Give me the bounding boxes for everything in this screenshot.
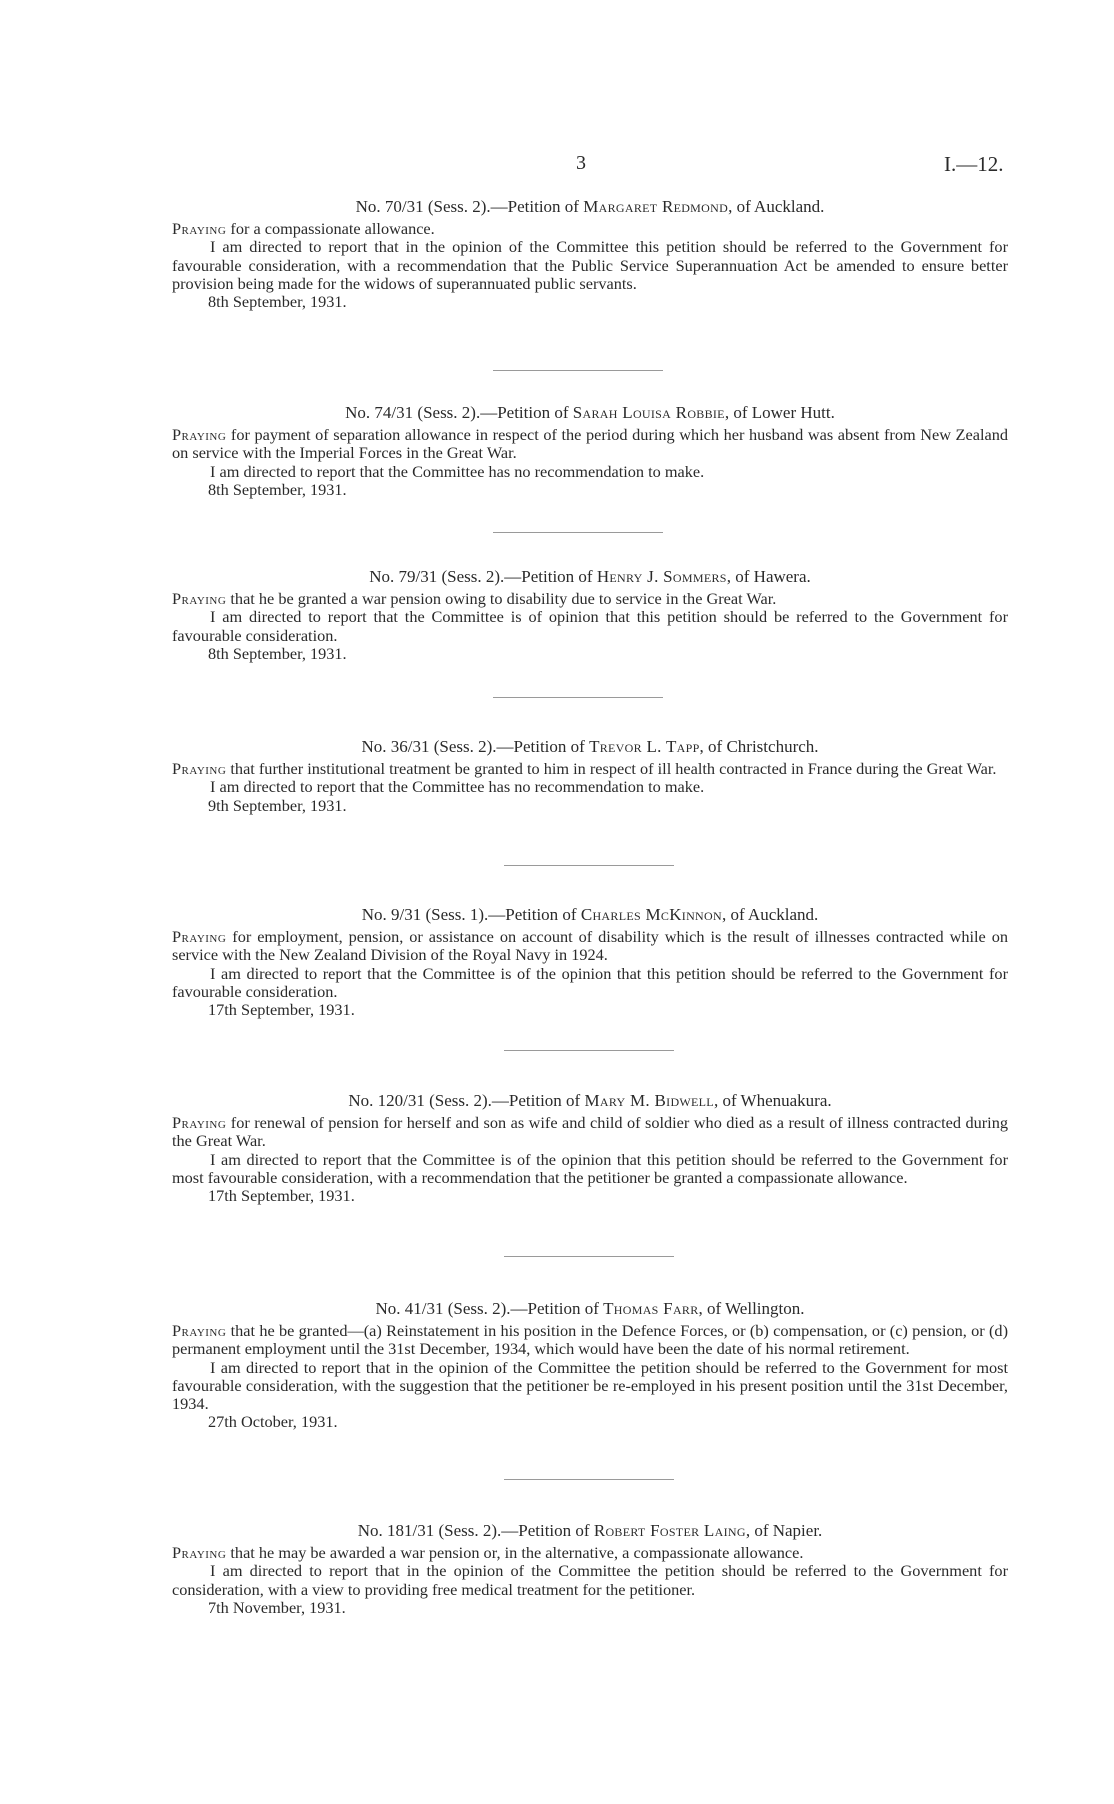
praying-word: Praying [172, 425, 227, 445]
praying-word: Praying [172, 759, 227, 779]
praying-text: that he be granted a war pension owing to disability due to service in the Great War. [226, 589, 777, 609]
report-date: 9th September, 1931. [208, 795, 347, 815]
petitioner-name: Charles McKinnon [580, 905, 722, 924]
petition-number: No. 70/31 (Sess. 2).—Petition of [355, 197, 579, 216]
petition-number: No. 74/31 (Sess. 2).—Petition of [345, 403, 569, 422]
petitioner-place: , of Auckland. [728, 197, 825, 216]
petitioner-name: Henry J. Sommers [596, 567, 727, 586]
petition-number: No. 181/31 (Sess. 2).—Petition of [357, 1521, 590, 1540]
praying-text: that he may be awarded a war pension or, in the alternative, a compassionate allowance. [226, 1543, 804, 1563]
report-paragraph: I am directed to report that in the opinion of the Committee the petition should be referred to the Government for most favourable consideration, with the suggestion that the petitioner be re-employed in his present position until the 31st December, 1934. [172, 1357, 1008, 1414]
report-paragraph: I am directed to report that the Committee is of the opinion that this petition should be referred to the Government for favourable consideration. [172, 963, 1008, 1001]
petitioner-name: Mary M. Bidwell [584, 1091, 714, 1110]
petition-heading [172, 568, 1008, 586]
praying-word: Praying [172, 219, 227, 239]
separator-rule [504, 1050, 674, 1051]
praying-paragraph [172, 426, 1008, 462]
petition-block [172, 1522, 1008, 1617]
separator-rule [504, 1256, 674, 1257]
praying-text: for renewal of pension for herself and son as wife and child of soldier who died as a result of illness contracted during the Great War. [172, 1113, 1008, 1151]
praying-word: Praying [172, 1113, 227, 1133]
petition-heading [172, 404, 1008, 422]
report-paragraph: I am directed to report that the Committee is of the opinion that this petition should be referred to the Government for most favourable consideration, with a recommendation that the petitioner be granted a compassionate allowance. [172, 1149, 1008, 1187]
petitioner-place: , of Wellington. [698, 1299, 805, 1318]
petition-heading [172, 1522, 1008, 1540]
praying-word: Praying [172, 927, 227, 947]
report-date: 7th November, 1931. [208, 1597, 346, 1617]
praying-paragraph [172, 220, 1008, 238]
petition-number: No. 36/31 (Sess. 2).—Petition of [361, 737, 585, 756]
praying-text: that he be granted—(a) Reinstatement in his position in the Defence Forces, or (b) compensation, or (c) pension, or (d) permanent employment until the 31st December, 1934, which would have been the date of his normal retirement. [172, 1321, 1008, 1359]
page-number: 3 [576, 152, 586, 174]
petitioner-name: Sarah Louisa Robbie [572, 403, 725, 422]
petitioner-place: , of Whenuakura. [713, 1091, 832, 1110]
praying-paragraph [172, 1322, 1008, 1358]
report-paragraph: I am directed to report that the Committee has no recommendation to make. [210, 461, 705, 481]
separator-rule [493, 697, 663, 698]
petition-heading [172, 1092, 1008, 1110]
petitioner-name: Thomas Farr [603, 1299, 699, 1318]
petition-block [172, 568, 1008, 663]
separator-rule [504, 1479, 674, 1480]
praying-paragraph [172, 760, 1008, 778]
report-date: 8th September, 1931. [208, 479, 347, 499]
page-reference: I.—12. [944, 152, 1004, 176]
petition-block [172, 738, 1008, 815]
petition-block [172, 1300, 1008, 1431]
praying-paragraph [172, 1544, 1008, 1562]
report-date: 17th September, 1931. [208, 1186, 355, 1206]
petition-number: No. 120/31 (Sess. 2).—Petition of [348, 1091, 581, 1110]
praying-text: for employment, pension, or assistance on account of disability which is the result of illnesses contracted while on service with the New Zealand Division of the Royal Navy in 1924. [172, 927, 1008, 965]
petition-block [172, 404, 1008, 499]
petitioner-place: , of Napier. [745, 1521, 823, 1540]
separator-rule [493, 370, 663, 371]
praying-text: for a compassionate allowance. [226, 219, 435, 239]
praying-text: that further institutional treatment be granted to him in respect of ill health contracted in France during the Great War. [226, 759, 997, 779]
petition-block [172, 906, 1008, 1019]
petition-heading [172, 1300, 1008, 1318]
praying-paragraph [172, 928, 1008, 964]
praying-paragraph [172, 590, 1008, 608]
praying-paragraph [172, 1114, 1008, 1150]
praying-word: Praying [172, 589, 227, 609]
report-paragraph: I am directed to report that in the opinion of the Committee this petition should be referred to the Government for favourable consideration, with a recommendation that the Public Service Superannuation Act be amended to ensure better provision being made for the widows of superannuated public servants. [172, 237, 1008, 293]
petitioner-name: Robert Foster Laing [593, 1521, 746, 1540]
separator-rule [493, 532, 663, 533]
petition-heading [172, 738, 1008, 756]
petition-heading [172, 906, 1008, 924]
praying-word: Praying [172, 1321, 227, 1341]
petition-number: No. 79/31 (Sess. 2).—Petition of [369, 567, 593, 586]
petition-number: No. 9/31 (Sess. 1).—Petition of [361, 905, 577, 924]
praying-text: for payment of separation allowance in respect of the period during which her husband was absent from New Zealand on service with the Imperial Forces in the Great War. [172, 425, 1008, 463]
petitioner-name: Trevor L. Tapp [589, 737, 700, 756]
petition-block [172, 1092, 1008, 1205]
report-date: 27th October, 1931. [208, 1412, 338, 1432]
report-paragraph: I am directed to report that in the opinion of the Committee the petition should be referred to the Government for consideration, with a view to providing free medical treatment for the petitioner. [172, 1561, 1008, 1599]
report-date: 8th September, 1931. [208, 292, 347, 312]
petitioner-place: , of Christchurch. [699, 737, 819, 756]
petitioner-place: , of Hawera. [726, 567, 811, 586]
petition-heading [172, 198, 1008, 216]
separator-rule [504, 865, 674, 866]
petitioner-place: , of Lower Hutt. [724, 403, 835, 422]
report-paragraph: I am directed to report that the Committee is of opinion that this petition should be referred to the Government for favourable consideration. [172, 607, 1008, 645]
petition-number: No. 41/31 (Sess. 2).—Petition of [375, 1299, 599, 1318]
report-date: 17th September, 1931. [208, 1000, 355, 1020]
petitioner-name: Margaret Redmond [583, 197, 729, 216]
petitioner-place: , of Auckland. [721, 905, 819, 924]
report-date: 8th September, 1931. [208, 643, 347, 663]
praying-word: Praying [172, 1543, 227, 1563]
report-paragraph: I am directed to report that the Committee has no recommendation to make. [210, 777, 705, 797]
petition-block [172, 198, 1008, 311]
